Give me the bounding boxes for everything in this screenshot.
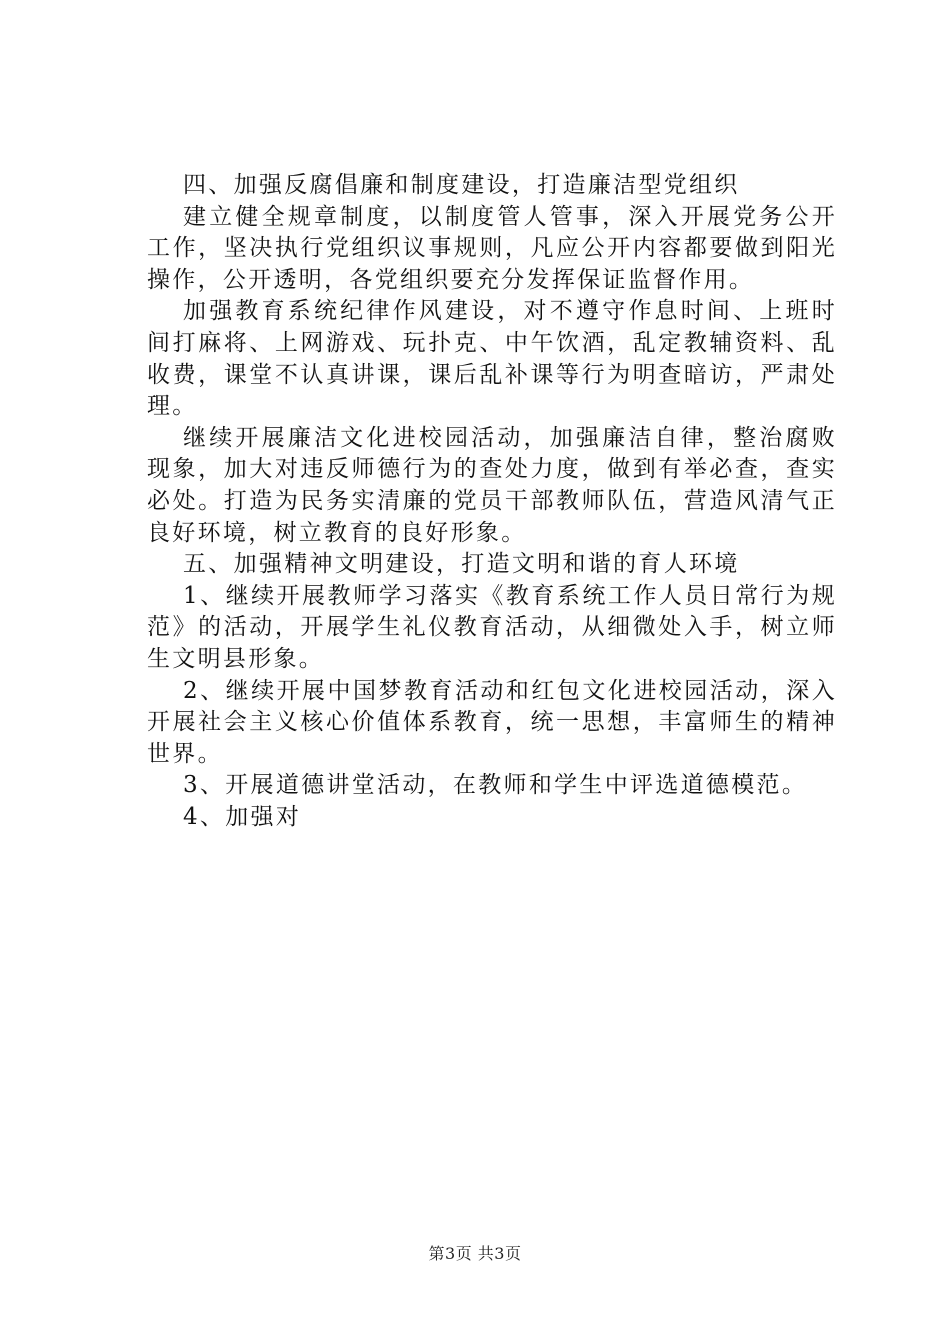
list-item-3: 3、开展道德讲堂活动，在教师和学生中评选道德模范。 xyxy=(183,772,808,799)
list-item-1: 1、继续开展教师学习落实《教育系统工作人员日常行为规范》的活动，开展学生礼仪教育活动，从细微处入手，树立师生文明县形象。 xyxy=(147,582,837,672)
page-footer: 第3页 共3页 xyxy=(428,1244,522,1263)
document-body xyxy=(147,170,837,833)
list-item-4: 4、加强对 xyxy=(183,803,302,830)
paragraph-rules-system: 建立健全规章制度，以制度管人管事，深入开展党务公开工作，坚决执行党组织议事规则，凡应公开内容都要做到阳光操作，公开透明，各党组织要充分发挥保证监督作用。 xyxy=(147,203,837,293)
section-heading-5: 五、加强精神文明建设，打造文明和谐的育人环境 xyxy=(183,551,740,578)
paragraph-integrity-culture: 继续开展廉洁文化进校园活动，加强廉洁自律，整治腐败现象，加大对违反师德行为的查处力度，做到有举必查，查实必处。打造为民务实清廉的党员干部教师队伍，营造风清气正良好环境，树立教育的良好形象。 xyxy=(147,424,837,546)
section-heading-4: 四、加强反腐倡廉和制度建设，打造廉洁型党组织 xyxy=(183,172,740,198)
paragraph-discipline: 加强教育系统纪律作风建设，对不遵守作息时间、上班时间打麻将、上网游戏、玩扑克、中午饮酒，乱定教辅资料、乱收费，课堂不认真讲课，课后乱补课等行为明查暗访，严肃处理。 xyxy=(147,298,837,420)
list-item-2: 2、继续开展中国梦教育活动和红包文化进校园活动，深入开展社会主义核心价值体系教育，统一思想，丰富师生的精神世界。 xyxy=(147,677,837,767)
